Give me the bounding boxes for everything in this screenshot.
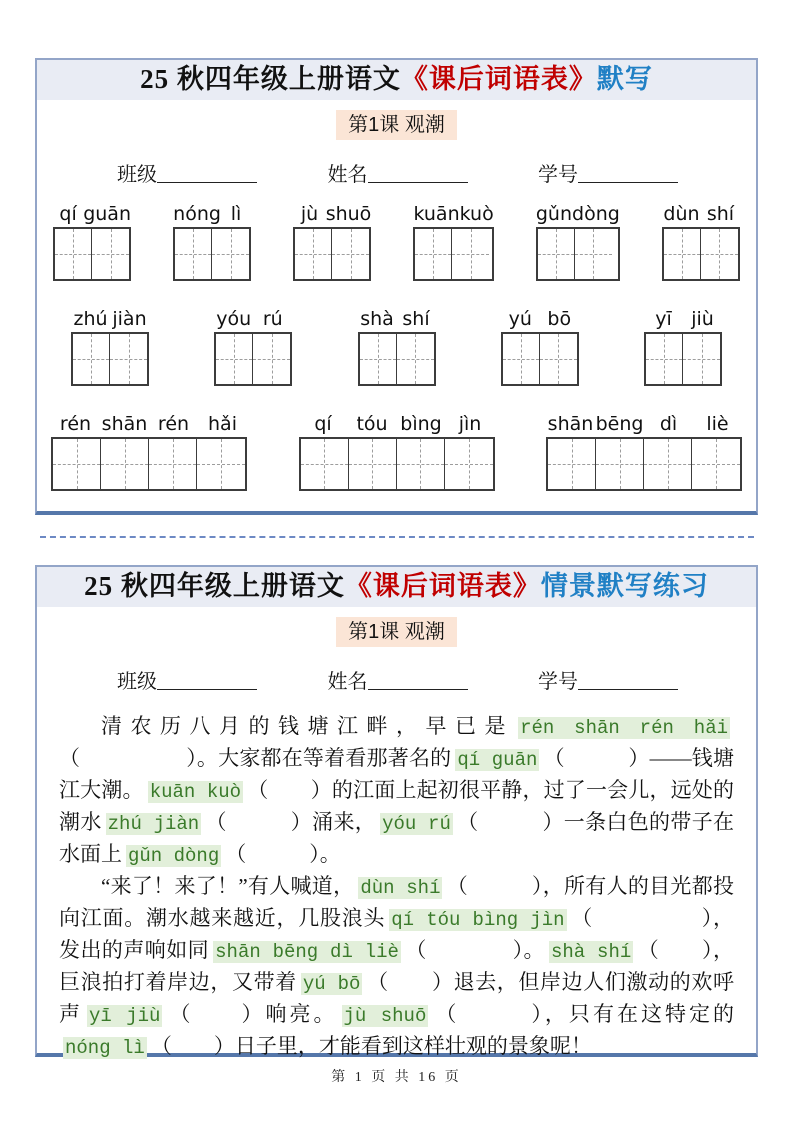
writing-cell (216, 334, 253, 384)
student-id-field-label: 学号 (538, 164, 578, 186)
title-part-black: 25 秋四年级上册语文 (84, 571, 345, 601)
pinyin-grid-area (37, 202, 756, 491)
pinyin-highlight: qí tóu bìng jìn (391, 909, 565, 931)
blank-line (157, 163, 257, 183)
student-info-row (37, 665, 756, 695)
pinyin-syllable: bìng (400, 413, 442, 435)
writing-cells (51, 437, 247, 491)
pinyin-label (644, 307, 722, 331)
pinyin-syllable: jiù (691, 308, 714, 330)
pinyin-highlight: gǔn dòng (128, 845, 220, 867)
pinyin-syllable: qí (59, 203, 77, 225)
pinyin-highlight: shān bēng dì liè (215, 941, 399, 963)
writing-cell (540, 334, 577, 384)
word-grid-box (644, 307, 722, 386)
writing-cell (360, 334, 397, 384)
title-part-red: 《课后词语表》 (400, 64, 597, 94)
writing-cells (358, 332, 436, 386)
blank-line (368, 163, 468, 183)
pinyin-highlight: dùn shí (360, 877, 441, 899)
writing-cell (55, 229, 92, 279)
writing-cells (501, 332, 579, 386)
writing-cell (538, 229, 575, 279)
name-field (328, 158, 468, 188)
cloze-passage (37, 711, 756, 1063)
word-grid-box (662, 202, 740, 281)
pinyin-syllable: rú (262, 308, 283, 330)
class-field (117, 665, 257, 695)
pinyin-syllable: zhú (73, 308, 108, 330)
pinyin-label (53, 202, 131, 226)
writing-cell (445, 439, 493, 489)
pinyin-highlight: yóu rú (382, 813, 451, 835)
writing-cells (413, 227, 493, 281)
pinyin-label (71, 307, 149, 331)
writing-cell (503, 334, 540, 384)
pinyin-syllable: qí (314, 413, 332, 435)
pinyin-syllable: hǎi (208, 413, 237, 435)
pinyin-syllable: yóu (216, 308, 252, 330)
worksheet-title (37, 60, 756, 100)
writing-cell (575, 229, 612, 279)
writing-cells (214, 332, 292, 386)
word-grid-box (413, 202, 493, 281)
pinyin-syllable: jiàn (112, 308, 147, 330)
pinyin-label (501, 307, 579, 331)
title-part-blue: 默写 (596, 64, 653, 94)
writing-cell (349, 439, 397, 489)
writing-cell (701, 229, 738, 279)
pinyin-grid-row (47, 307, 746, 386)
pinyin-syllable: dòng (572, 203, 620, 225)
student-id-field (538, 158, 678, 188)
writing-cells (293, 227, 371, 281)
pinyin-syllable: guān (83, 203, 131, 225)
name-field (328, 665, 468, 695)
writing-cell (53, 439, 101, 489)
writing-cell (110, 334, 147, 384)
pinyin-label (413, 202, 493, 226)
pinyin-syllable: rén (59, 413, 92, 435)
pinyin-highlight: shà shí (551, 941, 632, 963)
title-part-black: 25 秋四年级上册语文 (140, 64, 401, 94)
pinyin-highlight: qí guān (457, 749, 538, 771)
pinyin-syllable: nóng (173, 203, 221, 225)
pinyin-syllable: shān (101, 413, 148, 435)
word-grid-box (546, 412, 742, 491)
writing-cells (53, 227, 131, 281)
writing-cell (452, 229, 489, 279)
writing-cells (71, 332, 149, 386)
pinyin-syllable: shān (547, 413, 594, 435)
writing-cell (415, 229, 452, 279)
pinyin-highlight: zhú jiàn (107, 813, 200, 835)
blank-line (578, 163, 678, 183)
word-grid-box (501, 307, 579, 386)
pinyin-label (51, 412, 247, 436)
title-part-blue: 情景默写练习 (540, 571, 709, 601)
pinyin-syllable: jù (300, 203, 319, 225)
page-number: 第 1 页 共 16 页 (331, 1070, 462, 1085)
writing-cell (548, 439, 596, 489)
word-grid-box (71, 307, 149, 386)
pinyin-syllable: shí (402, 308, 430, 330)
writing-cell (397, 439, 445, 489)
pinyin-syllable: tóu (356, 413, 388, 435)
passage-paragraph: 清农历八月的钱塘江畔，早已是 rén shān rén hǎi（ ）。大家都在等着看那著名的 qí guān （ ）——钱塘江大潮。 kuān kuò （ ）的江面上起初很平静，过了一会儿，远处的潮水 zhú jiàn （ ）涌来， yóu rú （ ）一条白色的带子在水面上 gǔn dòng （ ）。 (59, 714, 735, 867)
pinyin-label (173, 202, 251, 226)
word-grid-box (51, 412, 247, 491)
pinyin-syllable: rén (157, 413, 190, 435)
lesson-row (37, 110, 756, 142)
pinyin-syllable: shí (706, 203, 735, 225)
blank-line (368, 670, 468, 690)
class-field (117, 158, 257, 188)
pinyin-syllable: liè (706, 413, 729, 435)
writing-cell (332, 229, 369, 279)
pinyin-highlight: yú bō (302, 973, 361, 995)
name-field-label: 姓名 (327, 671, 368, 693)
pinyin-label (293, 202, 371, 226)
pinyin-syllable: yī (655, 308, 672, 330)
pinyin-label (546, 412, 742, 436)
dictation-card (35, 58, 758, 515)
writing-cell (644, 439, 692, 489)
lesson-badge: 第1课 观潮 (336, 617, 457, 647)
pinyin-grid-row (47, 202, 746, 281)
pinyin-highlight: yī jiù (89, 1005, 161, 1027)
writing-cells (546, 437, 742, 491)
pinyin-syllable: dùn (663, 203, 700, 225)
pinyin-label (662, 202, 740, 226)
pinyin-highlight: jù shuō (343, 1005, 427, 1027)
class-field-label: 班级 (117, 164, 157, 186)
word-grid-box (293, 202, 371, 281)
lesson-badge: 第1课 观潮 (336, 110, 457, 140)
pinyin-syllable: kuò (459, 203, 494, 225)
writing-cells (299, 437, 495, 491)
pinyin-syllable: jìn (458, 413, 482, 435)
dashed-divider (40, 536, 754, 538)
writing-cell (692, 439, 740, 489)
title-part-red: 《课后词语表》 (344, 571, 541, 601)
pinyin-highlight: kuān kuò (149, 781, 242, 803)
writing-cell (397, 334, 434, 384)
writing-cell (101, 439, 149, 489)
word-grid-box (358, 307, 436, 386)
pinyin-syllable: kuān (413, 203, 460, 225)
writing-cell (646, 334, 683, 384)
student-id-field (538, 665, 678, 695)
writing-cell (175, 229, 212, 279)
writing-cell (664, 229, 701, 279)
word-grid-box (53, 202, 131, 281)
pinyin-label (536, 202, 620, 226)
student-id-field-label: 学号 (538, 671, 578, 693)
pinyin-highlight: rén shān rén hǎi (520, 717, 729, 739)
pinyin-syllable: yú (508, 308, 532, 330)
writing-cell (301, 439, 349, 489)
writing-cell (295, 229, 332, 279)
writing-cells (173, 227, 251, 281)
writing-cells (662, 227, 740, 281)
pinyin-syllable: gǔn (535, 203, 573, 225)
worksheet-title (37, 567, 756, 607)
word-grid-box (214, 307, 292, 386)
writing-cell (212, 229, 249, 279)
writing-cell (253, 334, 290, 384)
writing-cell (92, 229, 129, 279)
writing-cells (536, 227, 620, 281)
passage-paragraph: “来了！来了！”有人喊道， dùn shí （ ），所有人的目光都投向江面。潮水越来越近，几股浪头 qí tóu bìng jìn （ ），发出的声响如同 shān bēng dì liè （ ）。 shà shí （ ），巨浪拍打着岸边，又带着 yú bō （ ）退去，但岸边人们激动的欢呼声 yī jiù （ ）响亮。 jù shuō （ ），只有在这特定的nóng lì （ ）日子里，才能看到这样壮观的景象呢！ (59, 874, 735, 1059)
pinyin-highlight: nóng lì (65, 1037, 145, 1059)
pinyin-label (358, 307, 436, 331)
writing-cell (596, 439, 644, 489)
name-field-label: 姓名 (327, 164, 368, 186)
word-grid-box (536, 202, 620, 281)
student-info-row (37, 158, 756, 188)
writing-cell (73, 334, 110, 384)
pinyin-label (214, 307, 292, 331)
pinyin-syllable: lì (230, 203, 242, 225)
pinyin-label (299, 412, 495, 436)
writing-cell (197, 439, 245, 489)
word-grid-box (299, 412, 495, 491)
word-grid-box (173, 202, 251, 281)
pinyin-syllable: bēng (595, 413, 644, 435)
writing-cells (644, 332, 722, 386)
pinyin-syllable: bō (547, 308, 572, 330)
blank-line (578, 670, 678, 690)
blank-line (157, 670, 257, 690)
pinyin-syllable: shuō (325, 203, 372, 225)
cloze-card (35, 565, 758, 1057)
class-field-label: 班级 (117, 671, 157, 693)
pinyin-syllable: shà (360, 308, 394, 330)
writing-cell (149, 439, 197, 489)
lesson-row (37, 617, 756, 649)
writing-cell (683, 334, 720, 384)
pinyin-grid-row (47, 412, 746, 491)
pinyin-syllable: dì (659, 413, 678, 435)
